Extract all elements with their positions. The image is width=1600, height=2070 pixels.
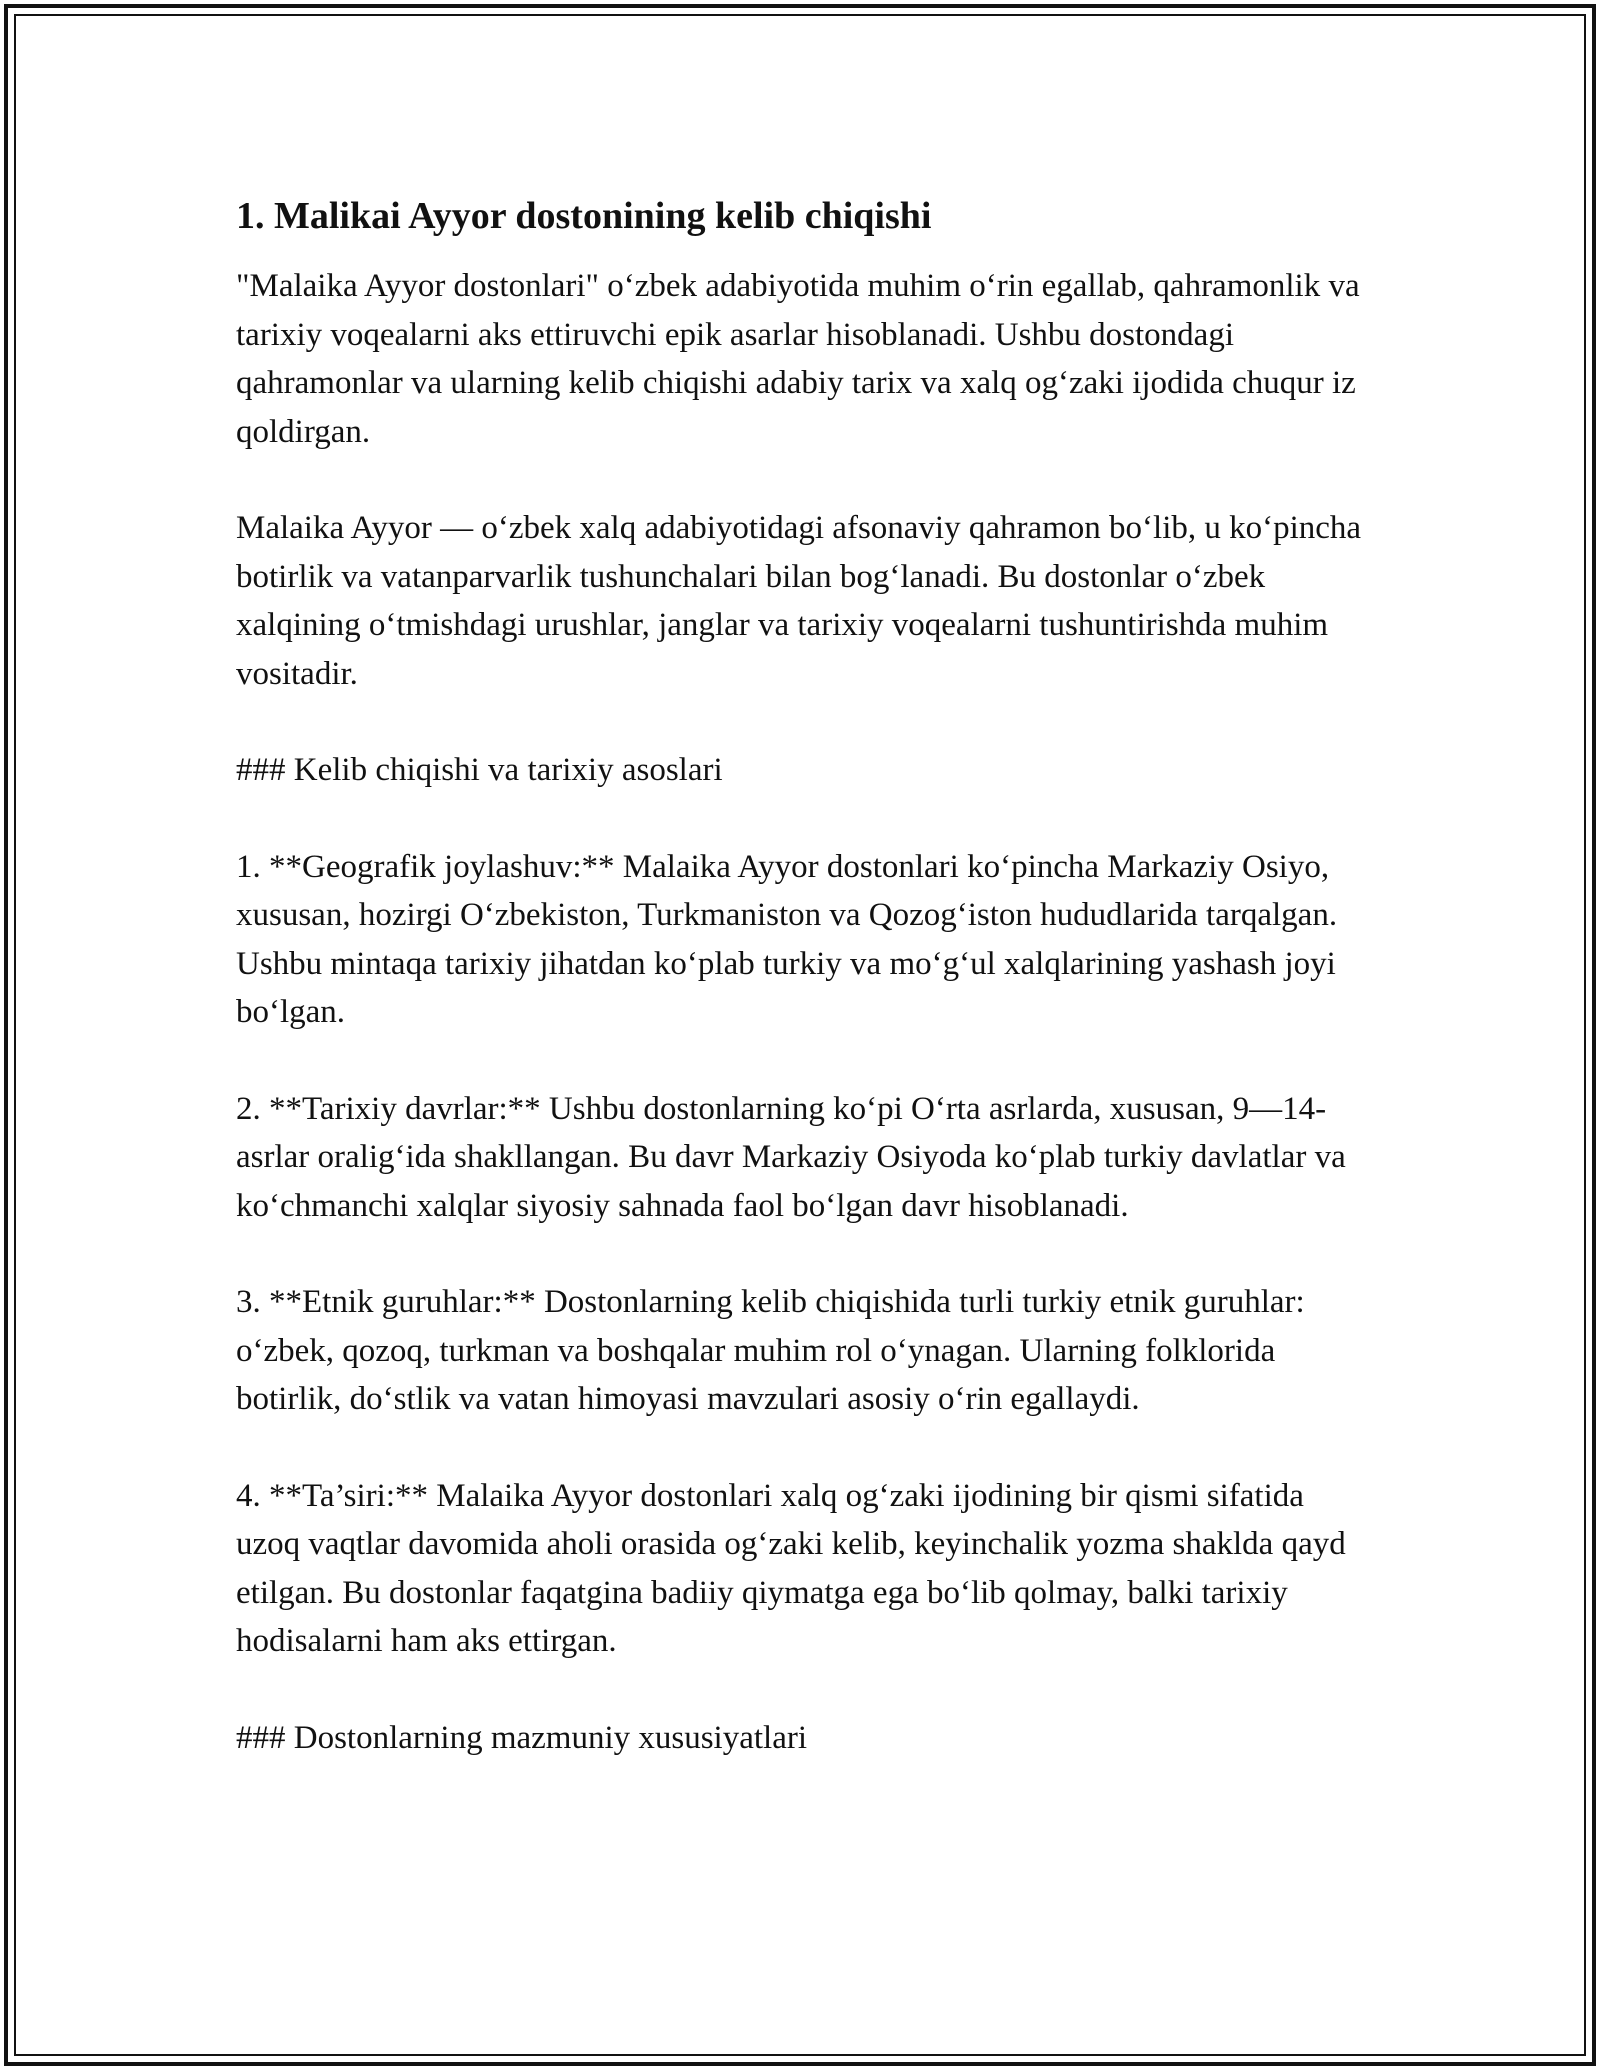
list-item-historical-periods: 2. **Tarixiy davrlar:** Ushbu dostonlarning ko‘pi O‘rta asrlarda, xususan, 9—14-asrlar oralig‘ida shakllangan. Bu davr Markaziy Osiyoda ko‘plab turkiy davlatlar va ko‘chmanchi xalqlar siyosiy sahnada faol bo‘lgan davr hisoblanadi. — [236, 1090, 1346, 1224]
section-heading-content-features: ### Dostonlarning mazmuniy xususiyatlari — [236, 1719, 808, 1756]
list-item-influence: 4. **Ta’siri:** Malaika Ayyor dostonlari xalq og‘zaki ijodining bir qismi sifatida uzoq vaqtlar davomida aholi orasida og‘zaki kelib, keyinchalik yozma shaklda qayd etilgan. Bu dostonlar faqatgina badiiy qiymatga ega bo‘lib qolmay, balki tarixiy hodisalarni ham aks ettirgan. — [236, 1477, 1346, 1659]
document-body — [236, 180, 1376, 1810]
list-item-ethnic-groups: 3. **Etnik guruhlar:** Dostonlarning kelib chiqishida turli turkiy etnik guruhlar: o‘zbek, qozoq, turkman va boshqalar muhim rol o‘ynagan. Ularning folklorida botirlik, do‘stlik va vatan himoyasi mavzulari asosiy o‘rin egallaydi. — [236, 1284, 1305, 1417]
paragraph-intro: "Malaika Ayyor dostonlari" o‘zbek adabiyotida muhim o‘rin egallab, qahramonlik va tarixiy voqealarni aks ettiruvchi epik asarlar hisoblanadi. Ushbu dostondagi qahramonlar va ularning kelib chiqishi adabiy tarix va xalq og‘zaki ijodida chuqur iz qoldirgan. — [236, 268, 1360, 450]
paragraph-malaika-ayyor: Malaika Ayyor — o‘zbek xalq adabiyotidagi afsonaviy qahramon bo‘lib, u ko‘pincha botirlik va vatanparvarlik tushunchalari bilan bog‘lanadi. Bu dostonlar o‘zbek xalqining o‘tmishdagi urushlar, janglar va tarixiy voqealarni tushuntirishda muhim vositadir. — [236, 510, 1362, 692]
list-item-geography: 1. **Geografik joylashuv:** Malaika Ayyor dostonlari ko‘pincha Markaziy Osiyo, xususan, hozirgi O‘zbekiston, Turkmaniston va Qozog‘iston hududlarida tarqalgan. Ushbu mintaqa tarixiy jihatdan ko‘plab turkiy va mo‘g‘ul xalqlarining yashash joyi bo‘lgan. — [236, 848, 1338, 1030]
document-title: 1. Malikai Ayyor dostonining kelib chiqishi — [236, 195, 932, 237]
section-heading-origins: ### Kelib chiqishi va tarixiy asoslari — [236, 752, 723, 788]
